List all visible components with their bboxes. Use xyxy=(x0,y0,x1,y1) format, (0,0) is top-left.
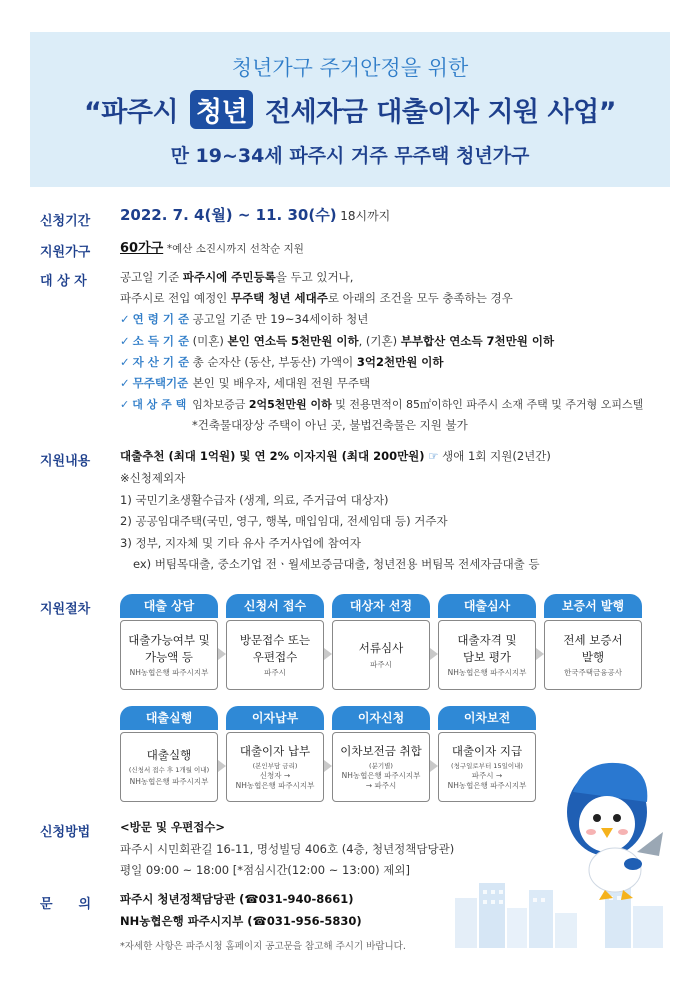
header-title-open: “파주시 xyxy=(84,97,179,128)
inquiry-line: 파주시 청년정책담당관 (☎031-940-8661) xyxy=(120,892,354,906)
step-title: 대출심사 xyxy=(438,594,536,618)
procedure-step xyxy=(226,706,324,802)
step-box: 대출실행 (신청서 접수 후 1개월 이내) NH농협은행 파주시지부 xyxy=(120,732,218,802)
step-box: 전세 보증서 발행 한국주택금융공사 xyxy=(544,620,642,690)
method-hours: 평일 09:00 ~ 18:00 [*점심시간(12:00 ~ 13:00) 제외] xyxy=(120,863,410,877)
inquiry-label: 문 의 xyxy=(40,897,92,912)
criteria-item: ✓ 대 상 주 택 임차보증금 2억5천만원 이하 및 전용면적이 85㎡이하인 파주시 소재 주택 및 주거형 오피스텔 xyxy=(120,398,644,411)
households-value xyxy=(120,241,304,257)
check-icon: ✓ xyxy=(120,334,130,348)
step-title: 대상자 선정 xyxy=(332,594,430,618)
inquiry-line: NH농협은행 파주시지부 (☎031-956-5830) xyxy=(120,914,362,928)
method-title: <방문 및 우편접수> xyxy=(120,820,226,834)
method-address: 파주시 시민회관길 16-11, 명성빌딩 406호 (4층, 청년정책담당관) xyxy=(120,842,455,856)
header-subtitle: 청년가구 주거안정을 위한 xyxy=(231,56,469,80)
step-title: 보증서 발행 xyxy=(544,594,642,618)
procedure-step xyxy=(120,594,218,690)
arrow-right-icon xyxy=(323,647,333,661)
criteria-item: ✓ 소 득 기 준 (미혼) 본인 연소득 5천만원 이하, (기혼) 부부합산 연소득 7천만원 이하 xyxy=(120,334,555,348)
step-title: 이자납부 xyxy=(226,706,324,730)
procedure-step xyxy=(226,594,324,690)
period-dates: 2022. 7. 4(월) ~ 11. 30(수) xyxy=(120,206,337,224)
step-box: 대출자격 및 담보 평가 NH농협은행 파주시지부 xyxy=(438,620,536,690)
arrow-right-icon xyxy=(429,647,439,661)
eligibility-line1: 공고일 기준 파주시에 주민등록을 두고 있거나, xyxy=(120,270,354,284)
arrow-right-icon xyxy=(323,759,333,773)
procedure-label: 지원절차 xyxy=(40,602,91,617)
exclusion-item: 3) 정부, 지자체 및 기타 유사 주거사업에 참여자 xyxy=(120,536,362,550)
header-title xyxy=(30,90,670,129)
eligibility-label: 대 상 자 xyxy=(40,274,87,289)
header-banner xyxy=(30,32,670,187)
exclusion-title: ※신청제외자 xyxy=(120,471,186,485)
eligibility-line2: 파주시로 전입 예정인 무주택 청년 세대주로 아래의 조건을 모두 충족하는 경우 xyxy=(120,291,513,305)
procedure-step xyxy=(438,594,536,690)
period-time: 18시까지 xyxy=(340,209,391,223)
exclusion-item: 2) 공공임대주택(국민, 영구, 행복, 매입임대, 전세임대 등) 거주자 xyxy=(120,514,448,528)
check-icon: ✓ xyxy=(120,355,130,369)
arrow-right-icon xyxy=(429,759,439,773)
bird-mascot-illustration xyxy=(555,752,675,902)
step-title: 이자신청 xyxy=(332,706,430,730)
step-title: 신청서 접수 xyxy=(226,594,324,618)
method-label: 신청방법 xyxy=(40,825,91,840)
households-label: 지원가구 xyxy=(40,245,91,260)
header-title-rest: 전세자금 대출이자 지원 사업” xyxy=(265,97,616,128)
step-box: 대출이자 지급 (청구일로부터 15일이내) 파주시 → NH농협은행 파주시지부 xyxy=(438,732,536,802)
procedure-step xyxy=(332,706,430,802)
exclusion-item: ex) 버팀목대출, 중소기업 전ㆍ월세보증금대출, 청년전용 버팀목 전세자금대출 등 xyxy=(133,557,540,571)
period-value xyxy=(120,206,390,224)
procedure-step xyxy=(120,706,218,802)
step-title: 대출 상담 xyxy=(120,594,218,618)
support-amount: 대출추천 (최대 1억원) 및 연 2% 이자지원 (최대 200만원) xyxy=(120,449,425,463)
exclusion-item: 1) 국민기초생활수급자 (생계, 의료, 주거급여 대상자) xyxy=(120,493,389,507)
step-box: 방문접수 또는 우편접수 파주시 xyxy=(226,620,324,690)
arrow-right-icon xyxy=(217,647,227,661)
support-main xyxy=(120,450,551,464)
check-icon: ✓ xyxy=(120,398,130,411)
procedure-step xyxy=(332,594,430,690)
procedure-step xyxy=(544,594,642,690)
check-icon: ✓ xyxy=(120,376,130,390)
check-icon: ✓ xyxy=(120,312,130,326)
step-title: 이차보전 xyxy=(438,706,536,730)
step-box: 대출이자 납부 (본인부담 금리) 신청자 → NH농협은행 파주시지부 xyxy=(226,732,324,802)
arrow-right-icon xyxy=(217,759,227,773)
step-box: 대출가능여부 및 가능액 등 NH농협은행 파주시지부 xyxy=(120,620,218,690)
footer-note: *자세한 사항은 파주시청 홈페이지 공고문을 참고해 주시기 바랍니다. xyxy=(120,941,406,952)
step-box: 서류심사 파주시 xyxy=(332,620,430,690)
procedure-step xyxy=(438,706,536,802)
step-title: 대출실행 xyxy=(120,706,218,730)
criteria-item: ✓ 무주택기준 본인 및 배우자, 세대원 전원 무주택 xyxy=(120,376,371,390)
eligibility-footnote: *건축물대장상 주택이 아닌 곳, 불법건축물은 지원 불가 xyxy=(192,418,468,432)
support-label: 지원내용 xyxy=(40,454,91,469)
header-target: 만 19~34세 파주시 거주 무주택 청년가구 xyxy=(170,145,530,167)
criteria-item: ✓ 연 령 기 준 공고일 기준 만 19~34세이하 청년 xyxy=(120,312,369,326)
households-note: *예산 소진시까지 선착순 지원 xyxy=(166,243,304,255)
period-label: 신청기간 xyxy=(40,214,91,229)
arrow-right-icon xyxy=(535,647,545,661)
support-once: 생애 1회 지원(2년간) xyxy=(442,449,551,463)
criteria-item: ✓ 자 산 기 준 총 순자산 (동산, 부동산) 가액이 3억2천만원 이하 xyxy=(120,355,444,369)
pointing-hand-icon: ☞ xyxy=(428,449,439,463)
header-title-highlight: 청년 xyxy=(190,90,253,129)
step-box: 이차보전금 취합 (분기별) NH농협은행 파주시지부 → 파주시 xyxy=(332,732,430,802)
households-count: 60가구 xyxy=(120,241,164,256)
